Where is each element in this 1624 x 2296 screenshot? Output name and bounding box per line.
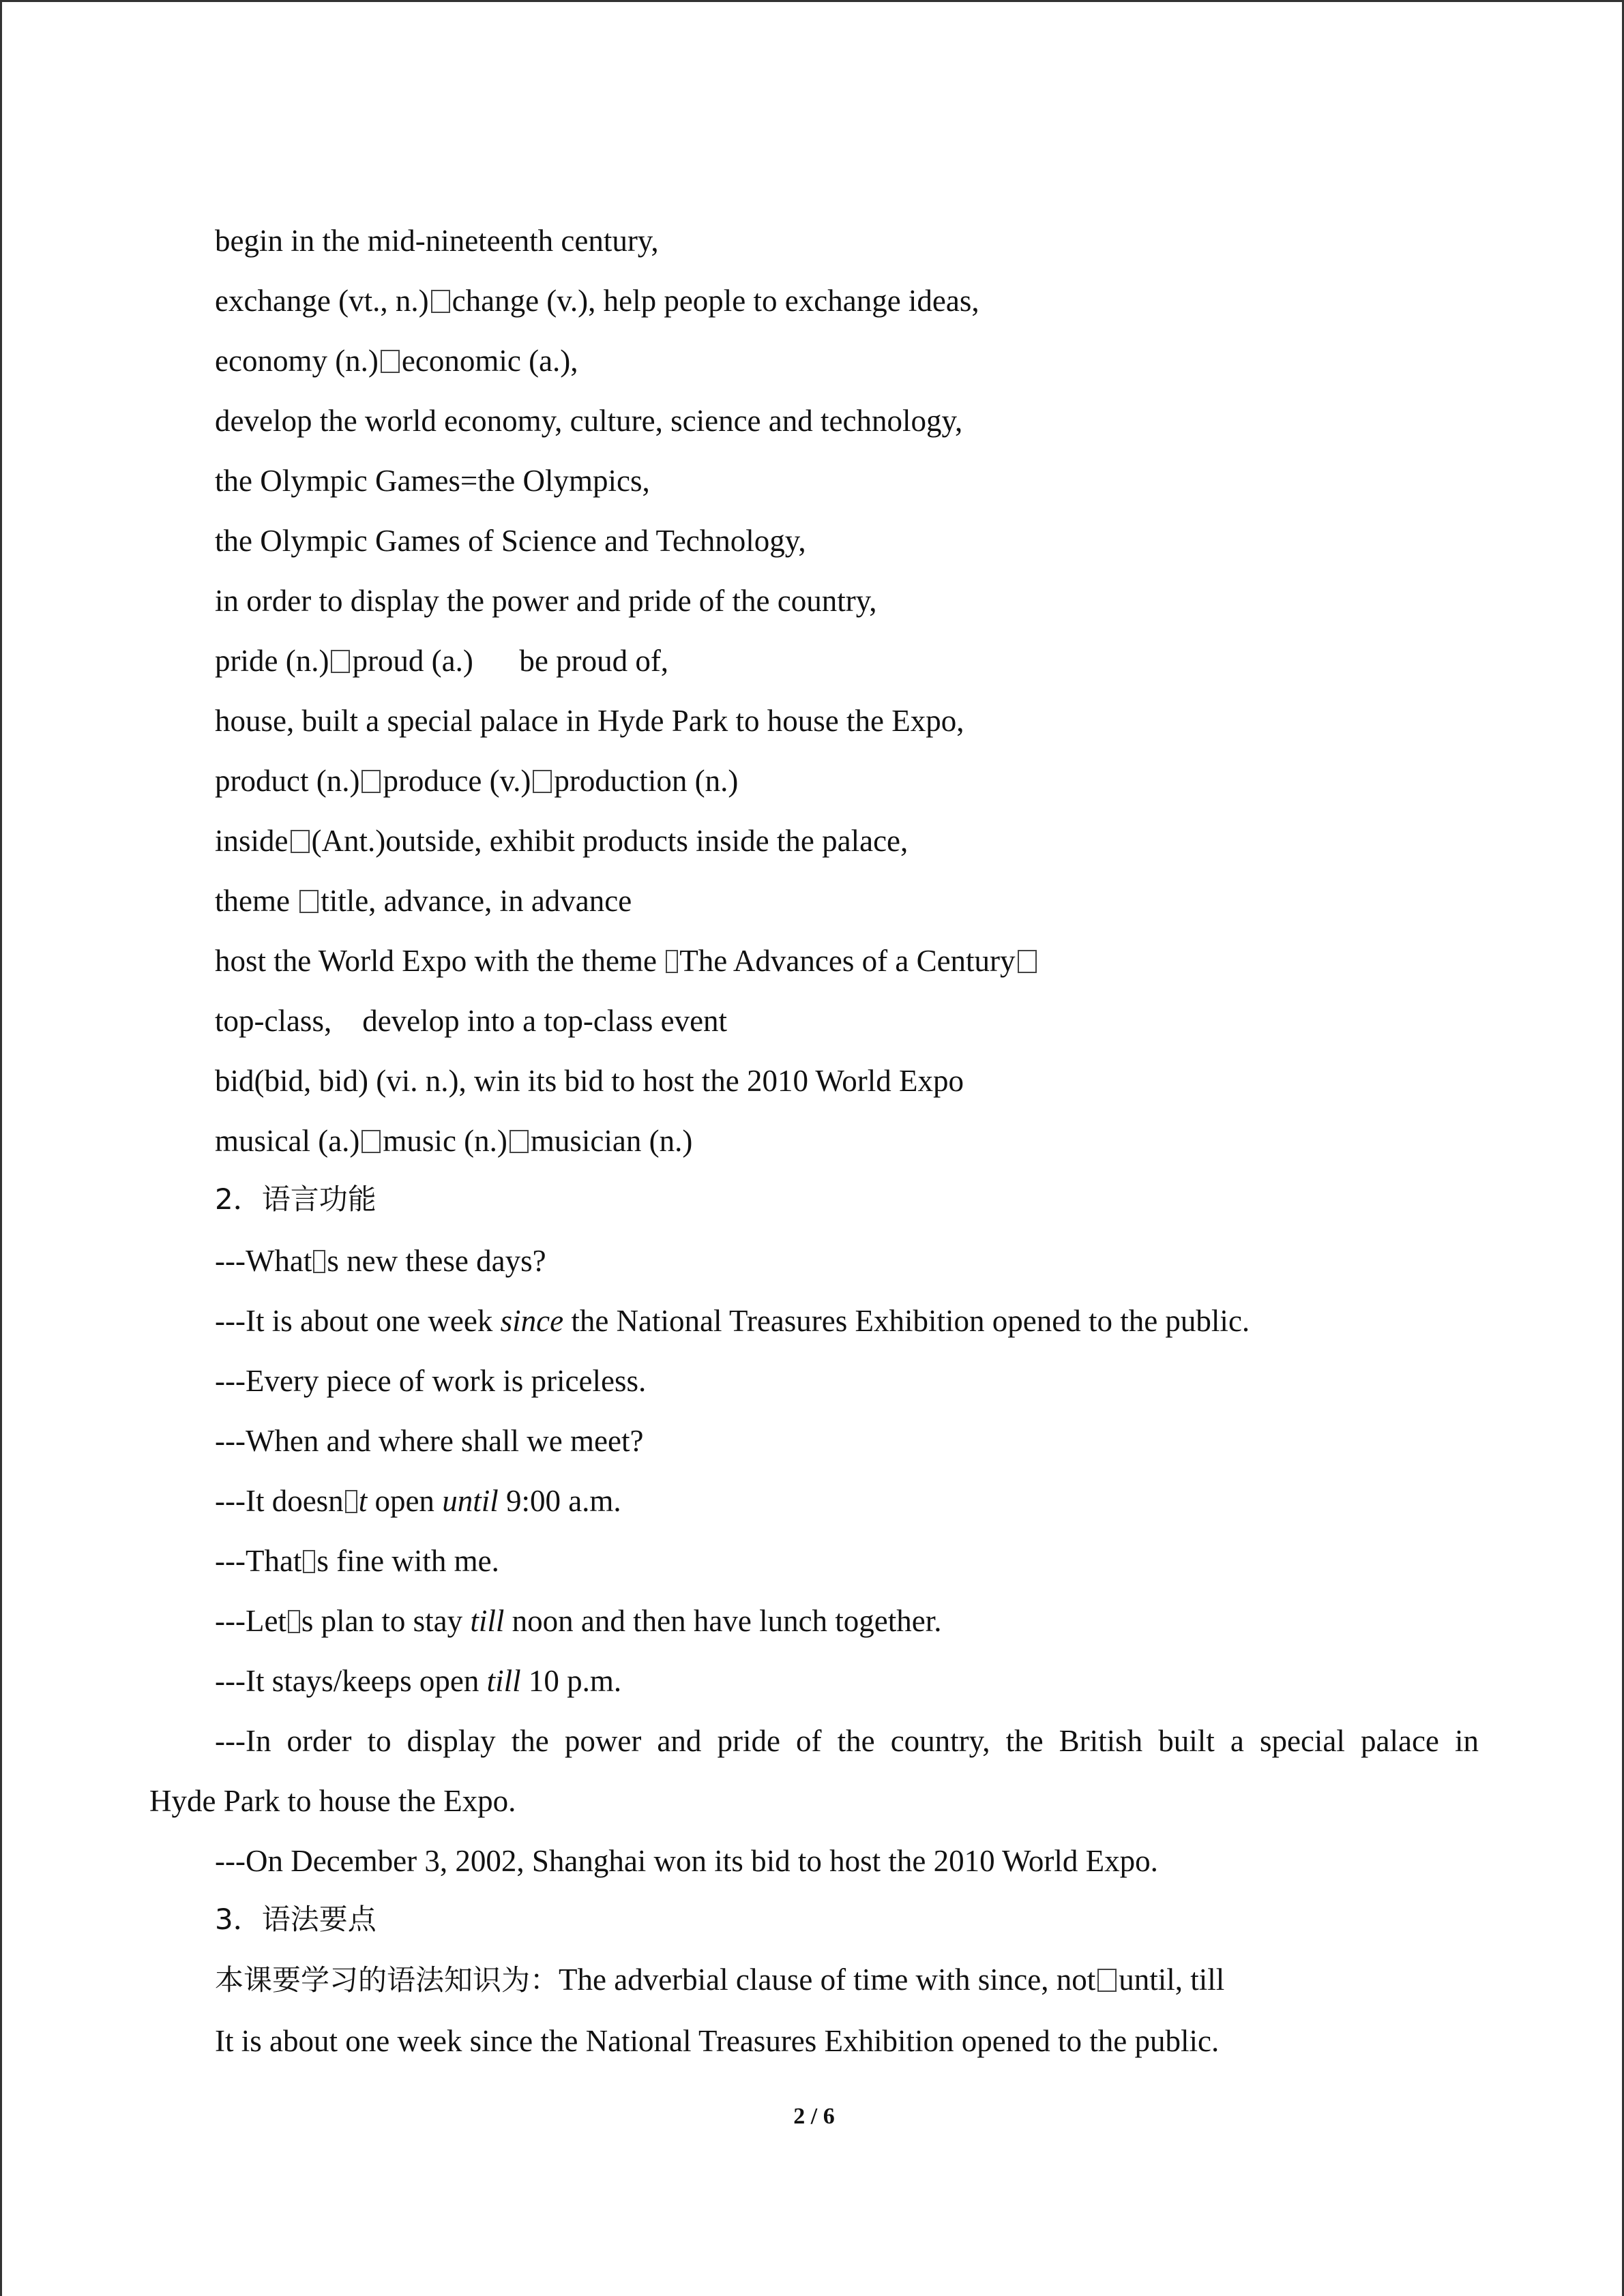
dialogue-line: ---That s fine with me. bbox=[215, 1544, 499, 1578]
section-heading: 2．语言功能 bbox=[215, 1182, 377, 1216]
dialogue-line: ---What s new these days? bbox=[215, 1244, 546, 1278]
missing-glyph-box bbox=[431, 290, 450, 313]
dialogue-line: ---Every piece of work is priceless. bbox=[215, 1364, 647, 1398]
vocab-line: musical (a.) music (n.) musician (n.) bbox=[215, 1124, 693, 1158]
dialogue-line: ---Let s plan to stay till noon and then have lunch together. bbox=[215, 1604, 942, 1638]
dialogue-line: ---When and where shall we meet? bbox=[215, 1424, 644, 1458]
page-number: 2 / 6 bbox=[793, 2104, 835, 2129]
missing-glyph-box bbox=[331, 650, 350, 673]
missing-glyph-box bbox=[381, 350, 400, 373]
missing-glyph-box bbox=[1097, 1969, 1117, 1992]
dialogue-line: ---On December 3, 2002, Shanghai won its bid to host the 2010 World Expo. bbox=[215, 1844, 1158, 1878]
vocab-line: the Olympic Games=the Olympics, bbox=[215, 464, 650, 498]
vocab-line: theme title, advance, in advance bbox=[215, 884, 632, 918]
missing-glyph-box bbox=[1018, 950, 1037, 973]
dialogue-line: ---In order to display the power and pride of the country, the British built a special palace in bbox=[215, 1724, 1479, 1758]
vocab-line: bid(bid, bid) (vi. n.), win its bid to host the 2010 World Expo bbox=[215, 1064, 964, 1098]
dialogue-line: ---It doesn t open until 9:00 a.m. bbox=[215, 1484, 621, 1518]
missing-glyph-box bbox=[313, 1250, 325, 1273]
grammar-line: It is about one week since the National Treasures Exhibition opened to the public. bbox=[215, 2024, 1220, 2058]
section-heading: 3．语法要点 bbox=[215, 1903, 377, 1936]
missing-glyph-box bbox=[361, 770, 381, 793]
vocab-line: inside (Ant.)outside, exhibit products inside the palace, bbox=[215, 824, 909, 858]
missing-glyph-box bbox=[345, 1490, 357, 1513]
vocab-line: product (n.) produce (v.) production (n.) bbox=[215, 764, 739, 798]
dialogue-line: ---It stays/keeps open till 10 p.m. bbox=[215, 1664, 622, 1698]
vocab-line: in order to display the power and pride of the country, bbox=[215, 584, 877, 618]
missing-glyph-box bbox=[288, 1610, 300, 1633]
vocab-line: develop the world economy, culture, science and technology, bbox=[215, 404, 963, 438]
grammar-line: 本课要学习的语法知识为：The adverbial clause of time with since, not until, till bbox=[215, 1963, 1225, 1997]
missing-glyph-box bbox=[533, 770, 552, 793]
missing-glyph-box bbox=[299, 890, 319, 913]
vocab-line: host the World Expo with the theme The Advances of a Century bbox=[215, 942, 1039, 980]
vocab-line: house, built a special palace in Hyde Park to house the Expo, bbox=[215, 704, 964, 738]
vocab-line: top-class, develop into a top-class event bbox=[215, 1004, 728, 1038]
vocab-line: economy (n.) economic (a.), bbox=[215, 344, 578, 378]
missing-glyph-box bbox=[303, 1550, 315, 1573]
missing-glyph-box bbox=[510, 1130, 529, 1153]
vocab-line: pride (n.) proud (a.) be proud of, bbox=[215, 644, 669, 678]
vocab-line: begin in the mid-nineteenth century, bbox=[215, 224, 659, 258]
dialogue-line: ---It is about one week since the National Treasures Exhibition opened to the public. bbox=[215, 1304, 1250, 1338]
missing-glyph-box bbox=[666, 950, 678, 973]
vocab-line: the Olympic Games of Science and Technology, bbox=[215, 524, 806, 558]
dialogue-line-continuation: Hyde Park to house the Expo. bbox=[149, 1784, 516, 1818]
missing-glyph-box bbox=[361, 1130, 381, 1153]
missing-glyph-box bbox=[291, 830, 310, 853]
vocab-line: exchange (vt., n.) change (v.), help people to exchange ideas, bbox=[215, 284, 979, 318]
